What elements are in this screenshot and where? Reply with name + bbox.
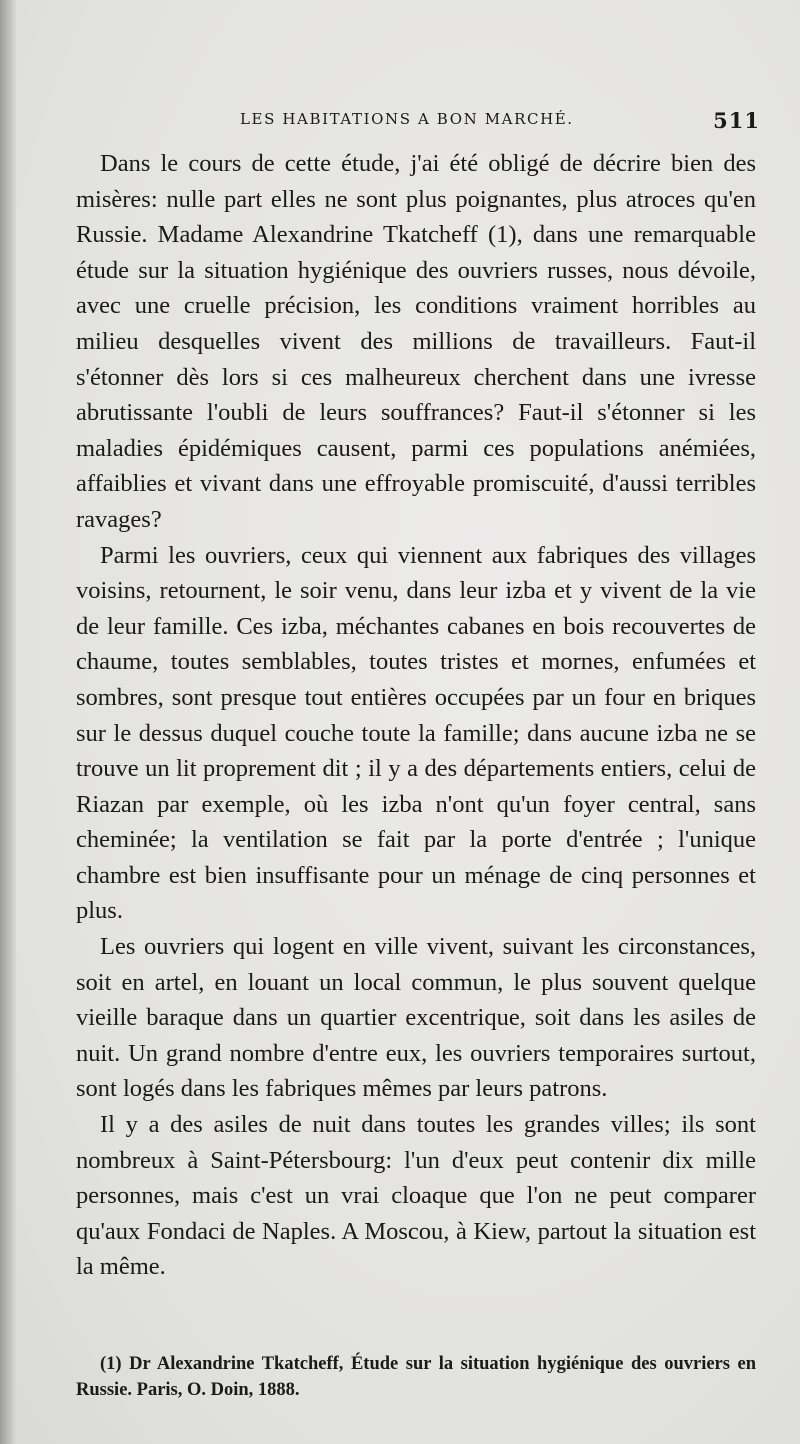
- running-title: LES HABITATIONS A BON MARCHÉ.: [240, 110, 574, 128]
- page-edge-shadow: [0, 0, 16, 1444]
- body-text: [76, 146, 756, 1285]
- page-number: 511: [713, 108, 760, 133]
- paragraph: Il y a des asiles de nuit dans toutes les grandes villes; ils sont nombreux à Saint-Pétersbourg: l'un d'eux peut contenir dix mille personnes, mais c'est un vrai cloaque que l'on ne peut comparer qu'aux Fondaci de Naples. A Moscou, à Kiew, partout la situation est la même.: [76, 1111, 756, 1281]
- paragraph: Parmi les ouvriers, ceux qui viennent aux fabriques des villages voisins, retournent, le soir venu, dans leur izba et y vivent de la vie de leur famille. Ces izba, méchantes cabanes en bois recouvertes de chaume, toutes semblables, toutes tristes et mornes, enfumées et sombres, sont presque tout entières occupées par un four en briques sur le dessus duquel couche toute la famille; dans aucune izba ne se trouve un lit proprement dit ; il y a des départements entiers, celui de Riazan par exemple, où les izba n'ont qu'un foyer central, sans cheminée; la ventilation se fait par la porte d'entrée ; l'unique chambre est bien insuffisante pour un ménage de cinq personnes et plus.: [76, 541, 756, 925]
- footnote-text: (1) Dr Alexandrine Tkatcheff, Étude sur la situation hygiénique des ouvriers en Russie. Paris, O. Doin, 1888.: [76, 1354, 756, 1400]
- paragraph: Les ouvriers qui logent en ville vivent, suivant les circonstances, soit en artel, en louant un local commun, le plus souvent quelque vieille baraque dans un quartier excentrique, soit dans les asiles de nuit. Un grand nombre d'entre eux, les ouvriers temporaires surtout, sont logés dans les fabriques mêmes par leurs patrons.: [76, 933, 756, 1103]
- footnote: [76, 1351, 756, 1403]
- page-header: [240, 110, 760, 140]
- paragraph: Dans le cours de cette étude, j'ai été obligé de décrire bien des misères: nulle part elles ne sont plus poignantes, plus atroces qu'en Russie. Madame Alexandrine Tkatcheff (1), dans une remarquable étude sur la situation hygiénique des ouvriers russes, nous dévoile, avec une cruelle précision, les conditions vraiment horribles au milieu desquelles vivent des millions de travailleurs. Faut-il s'étonner dès lors si ces malheureux cherchent dans une ivresse abrutissante l'oubli de leurs souffrances? Faut-il s'étonner si les maladies épidémiques causent, parmi ces populations anémiées, affaiblies et vivant dans une effroyable promiscuité, d'aussi terribles ravages?: [76, 150, 756, 533]
